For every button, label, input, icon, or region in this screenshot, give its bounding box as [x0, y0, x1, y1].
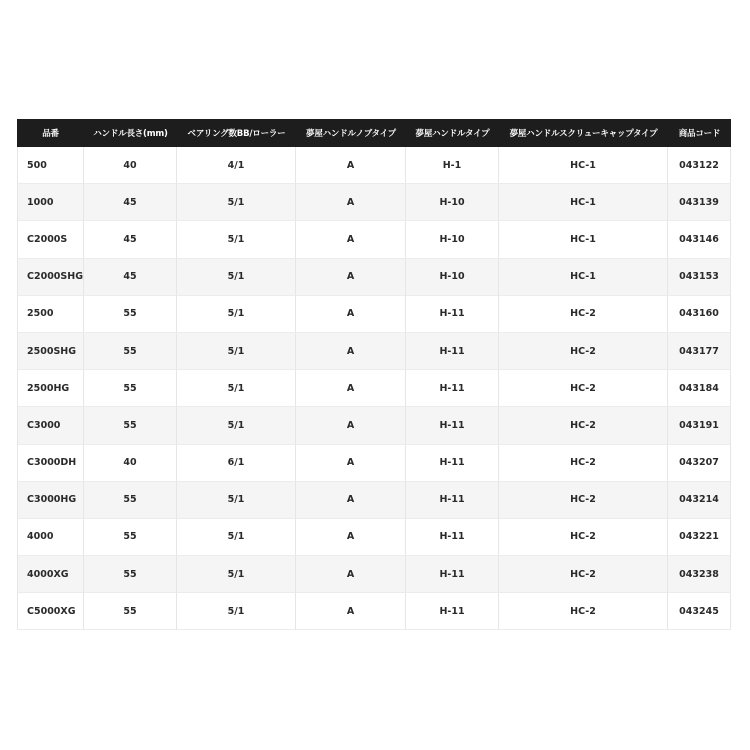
cell-bearings: 5/1 — [177, 482, 296, 519]
cell-bearings: 5/1 — [177, 296, 296, 333]
table-row — [17, 147, 731, 184]
cell-model: 2500 — [17, 296, 84, 333]
cell-model: C2000SHG — [17, 259, 84, 296]
cell-handle-length: 40 — [84, 445, 177, 482]
cell-screw-cap-type: HC-2 — [499, 333, 668, 370]
cell-product-code: 043191 — [668, 407, 731, 444]
cell-model: 2500HG — [17, 370, 84, 407]
cell-screw-cap-type: HC-2 — [499, 482, 668, 519]
cell-knob-type: A — [296, 556, 406, 593]
cell-model: C3000DH — [17, 445, 84, 482]
cell-product-code: 043177 — [668, 333, 731, 370]
cell-handle-length: 55 — [84, 333, 177, 370]
cell-product-code: 043139 — [668, 184, 731, 221]
cell-bearings: 6/1 — [177, 445, 296, 482]
cell-screw-cap-type: HC-2 — [499, 593, 668, 630]
cell-handle-type: H-11 — [406, 407, 499, 444]
cell-handle-type: H-11 — [406, 556, 499, 593]
cell-knob-type: A — [296, 259, 406, 296]
cell-knob-type: A — [296, 519, 406, 556]
cell-product-code: 043238 — [668, 556, 731, 593]
header-screw-cap-type: 夢屋ハンドルスクリューキャップタイプ — [499, 119, 668, 147]
header-knob-type: 夢屋ハンドルノブタイプ — [296, 119, 406, 147]
cell-bearings: 5/1 — [177, 593, 296, 630]
table-row — [17, 370, 731, 407]
cell-handle-length: 55 — [84, 593, 177, 630]
table-row — [17, 184, 731, 221]
table-row — [17, 482, 731, 519]
cell-model: 1000 — [17, 184, 84, 221]
cell-product-code: 043184 — [668, 370, 731, 407]
cell-handle-length: 55 — [84, 482, 177, 519]
cell-handle-type: H-11 — [406, 593, 499, 630]
cell-product-code: 043207 — [668, 445, 731, 482]
table-row — [17, 593, 731, 630]
cell-product-code: 043160 — [668, 296, 731, 333]
cell-handle-type: H-11 — [406, 519, 499, 556]
cell-model: 4000 — [17, 519, 84, 556]
cell-handle-length: 55 — [84, 370, 177, 407]
table-header — [17, 119, 731, 147]
cell-bearings: 5/1 — [177, 407, 296, 444]
cell-model: 4000XG — [17, 556, 84, 593]
cell-screw-cap-type: HC-2 — [499, 296, 668, 333]
cell-handle-type: H-11 — [406, 445, 499, 482]
cell-handle-type: H-11 — [406, 333, 499, 370]
cell-handle-length: 45 — [84, 221, 177, 258]
cell-bearings: 4/1 — [177, 147, 296, 184]
cell-handle-type: H-10 — [406, 259, 499, 296]
cell-handle-type: H-10 — [406, 184, 499, 221]
cell-screw-cap-type: HC-2 — [499, 445, 668, 482]
cell-screw-cap-type: HC-2 — [499, 519, 668, 556]
cell-handle-type: H-11 — [406, 296, 499, 333]
cell-model: 2500SHG — [17, 333, 84, 370]
cell-handle-length: 40 — [84, 147, 177, 184]
cell-screw-cap-type: HC-2 — [499, 556, 668, 593]
cell-screw-cap-type: HC-1 — [499, 147, 668, 184]
table-row — [17, 445, 731, 482]
cell-bearings: 5/1 — [177, 259, 296, 296]
cell-product-code: 043122 — [668, 147, 731, 184]
cell-screw-cap-type: HC-1 — [499, 259, 668, 296]
cell-bearings: 5/1 — [177, 556, 296, 593]
header-bearings: ベアリング数BB/ローラー — [177, 119, 296, 147]
spec-table — [17, 119, 731, 630]
cell-knob-type: A — [296, 296, 406, 333]
table-row — [17, 407, 731, 444]
cell-bearings: 5/1 — [177, 333, 296, 370]
cell-model: C5000XG — [17, 593, 84, 630]
header-handle-length: ハンドル長さ(mm) — [84, 119, 177, 147]
cell-knob-type: A — [296, 593, 406, 630]
cell-product-code: 043153 — [668, 259, 731, 296]
cell-bearings: 5/1 — [177, 370, 296, 407]
cell-handle-length: 55 — [84, 407, 177, 444]
cell-knob-type: A — [296, 333, 406, 370]
table-row — [17, 519, 731, 556]
table-row — [17, 221, 731, 258]
cell-screw-cap-type: HC-2 — [499, 370, 668, 407]
cell-knob-type: A — [296, 221, 406, 258]
table-row — [17, 296, 731, 333]
cell-knob-type: A — [296, 407, 406, 444]
header-model: 品番 — [17, 119, 84, 147]
cell-handle-type: H-11 — [406, 482, 499, 519]
cell-product-code: 043146 — [668, 221, 731, 258]
cell-bearings: 5/1 — [177, 184, 296, 221]
cell-model: C2000S — [17, 221, 84, 258]
cell-knob-type: A — [296, 147, 406, 184]
cell-handle-type: H-1 — [406, 147, 499, 184]
cell-handle-length: 45 — [84, 259, 177, 296]
cell-model: C3000 — [17, 407, 84, 444]
cell-handle-type: H-11 — [406, 370, 499, 407]
cell-bearings: 5/1 — [177, 221, 296, 258]
cell-knob-type: A — [296, 184, 406, 221]
cell-knob-type: A — [296, 445, 406, 482]
cell-handle-type: H-10 — [406, 221, 499, 258]
cell-product-code: 043245 — [668, 593, 731, 630]
cell-bearings: 5/1 — [177, 519, 296, 556]
table-row — [17, 333, 731, 370]
cell-product-code: 043214 — [668, 482, 731, 519]
header-handle-type: 夢屋ハンドルタイプ — [406, 119, 499, 147]
cell-screw-cap-type: HC-2 — [499, 407, 668, 444]
cell-model: C3000HG — [17, 482, 84, 519]
cell-handle-length: 55 — [84, 556, 177, 593]
table-row — [17, 556, 731, 593]
cell-knob-type: A — [296, 482, 406, 519]
cell-screw-cap-type: HC-1 — [499, 184, 668, 221]
header-row — [17, 119, 731, 147]
cell-handle-length: 55 — [84, 296, 177, 333]
cell-handle-length: 55 — [84, 519, 177, 556]
table-body — [17, 147, 731, 630]
cell-model: 500 — [17, 147, 84, 184]
cell-handle-length: 45 — [84, 184, 177, 221]
table-row — [17, 259, 731, 296]
cell-screw-cap-type: HC-1 — [499, 221, 668, 258]
cell-product-code: 043221 — [668, 519, 731, 556]
header-product-code: 商品コード — [668, 119, 731, 147]
cell-knob-type: A — [296, 370, 406, 407]
